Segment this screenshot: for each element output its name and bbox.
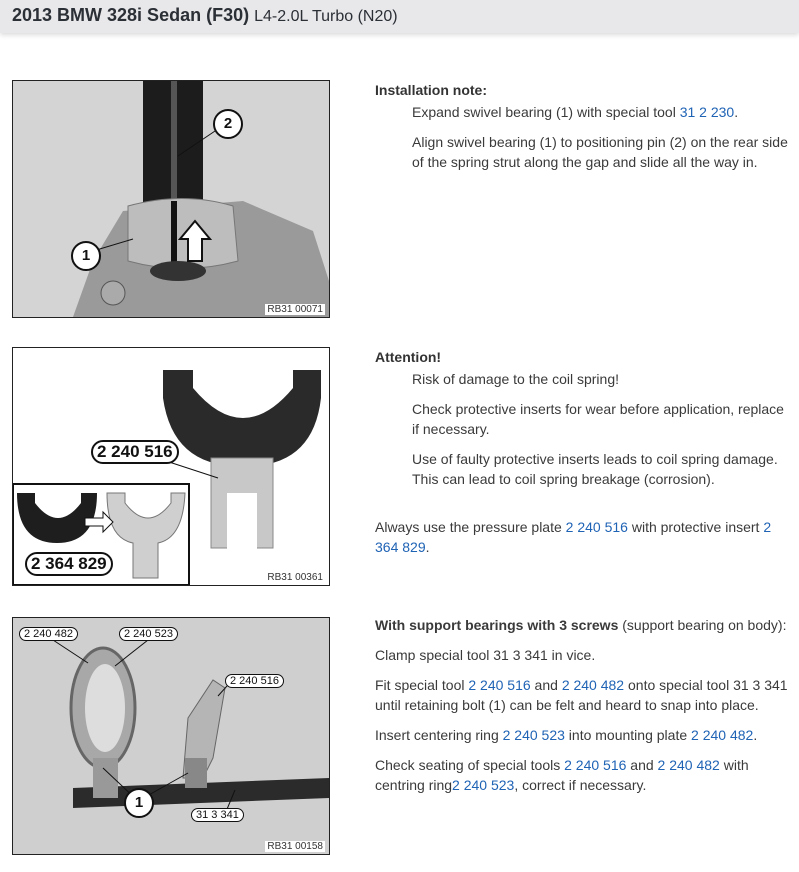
vehicle-name: 2013 BMW 328i Sedan (F30): [12, 5, 250, 25]
instruction-paragraph: [375, 399, 790, 439]
special-tool-link[interactable]: 2 240 482: [561, 677, 625, 693]
callout-2-364-829: 2 364 829: [25, 552, 113, 576]
figure-code: RB31 00361: [267, 572, 323, 583]
instruction-paragraph: [375, 369, 790, 389]
paragraph-text: Fit special tool: [375, 677, 469, 693]
instruction-paragraph: [375, 449, 790, 489]
paragraph-text: Always use the pressure plate: [375, 519, 566, 535]
installation-note-section: [375, 80, 790, 182]
special-tool-link[interactable]: 2 364 829: [375, 519, 772, 555]
callout-2: 2: [213, 109, 243, 139]
special-tool-link[interactable]: 2 240 482: [691, 727, 754, 743]
paragraph-text: and: [530, 677, 562, 693]
figure-pressure-plate: [12, 347, 330, 586]
support-bearing-tools-illustration: [13, 618, 329, 854]
pressure-plate-illustration: [13, 348, 329, 585]
special-tool-link[interactable]: 2 240 523: [502, 727, 565, 743]
special-tool-link[interactable]: 2 240 516: [564, 757, 627, 773]
callout-1: 1: [124, 788, 154, 818]
instruction-paragraph: [375, 755, 790, 795]
instruction-paragraph: [375, 517, 790, 557]
special-tool-link[interactable]: 2 240 516: [468, 677, 531, 693]
figure-code: RB31 00158: [267, 841, 323, 852]
paragraph-text: Insert centering ring: [375, 727, 503, 743]
paragraph-text: Check protective inserts for wear before application, replace if necessary.: [412, 401, 784, 437]
paragraph-text: , correct if necessary.: [514, 777, 647, 793]
paragraph-text: onto special tool 31 3 341 until retaining bolt (1) can be felt and heard to snap into place.: [375, 677, 788, 713]
section-heading-suffix: (support bearing on body):: [618, 617, 787, 633]
instruction-paragraph: [375, 725, 790, 745]
paragraph-text: Clamp special tool 31 3 341 in vice.: [375, 647, 596, 663]
attention-section: [375, 347, 790, 567]
callout-31-3-341: 31 3 341: [191, 808, 244, 822]
paragraph-text: Align swivel bearing (1) to positioning pin (2) on the rear side of the spring strut along the gap and slide all the way in.: [412, 134, 788, 170]
page-header: [0, 0, 799, 33]
callout-2-240-523: 2 240 523: [119, 627, 178, 641]
figure-code: RB31 00071: [267, 304, 323, 315]
paragraph-text: with centring ring: [375, 757, 749, 793]
section-heading: Attention!: [375, 349, 442, 365]
section-heading: Installation note:: [375, 82, 487, 98]
callout-2-240-482: 2 240 482: [19, 627, 78, 641]
section-heading: [375, 615, 790, 635]
paragraph-text: and: [626, 757, 658, 773]
callout-2-240-516: 2 240 516: [91, 440, 179, 464]
special-tool-link[interactable]: 31 2 230: [679, 104, 735, 120]
swivel-bearing-illustration: [13, 81, 329, 317]
special-tool-link[interactable]: 2 240 523: [452, 777, 515, 793]
paragraph-text: Expand swivel bearing (1) with special tool: [412, 104, 680, 120]
section-heading-bold: With support bearings with 3 screws: [375, 617, 619, 633]
figure-support-bearing-tools: [12, 617, 330, 855]
figure-swivel-bearing: [12, 80, 330, 318]
callout-1: 1: [71, 241, 101, 271]
paragraph-text: .: [734, 104, 739, 120]
callout-2-240-516: 2 240 516: [225, 674, 284, 688]
paragraph-text: Risk of damage to the coil spring!: [412, 371, 619, 387]
instruction-paragraph: [375, 645, 790, 665]
vehicle-title: [12, 5, 398, 26]
paragraph-text: Check seating of special tools: [375, 757, 565, 773]
engine-name: L4-2.0L Turbo (N20): [254, 8, 398, 25]
paragraph-text: .: [425, 539, 430, 555]
special-tool-link[interactable]: 2 240 516: [565, 519, 628, 535]
instruction-paragraph: [375, 132, 790, 172]
paragraph-text: into mounting plate: [564, 727, 692, 743]
special-tool-link[interactable]: 2 240 482: [657, 757, 720, 773]
paragraph-text: Use of faulty protective inserts leads to coil spring damage. This can lead to coil spring breakage (corrosion).: [412, 451, 778, 487]
instruction-paragraph: [375, 102, 790, 122]
instruction-paragraph: [375, 675, 790, 715]
support-bearings-section: [375, 615, 790, 805]
paragraph-text: .: [753, 727, 758, 743]
paragraph-text: with protective insert: [627, 519, 764, 535]
